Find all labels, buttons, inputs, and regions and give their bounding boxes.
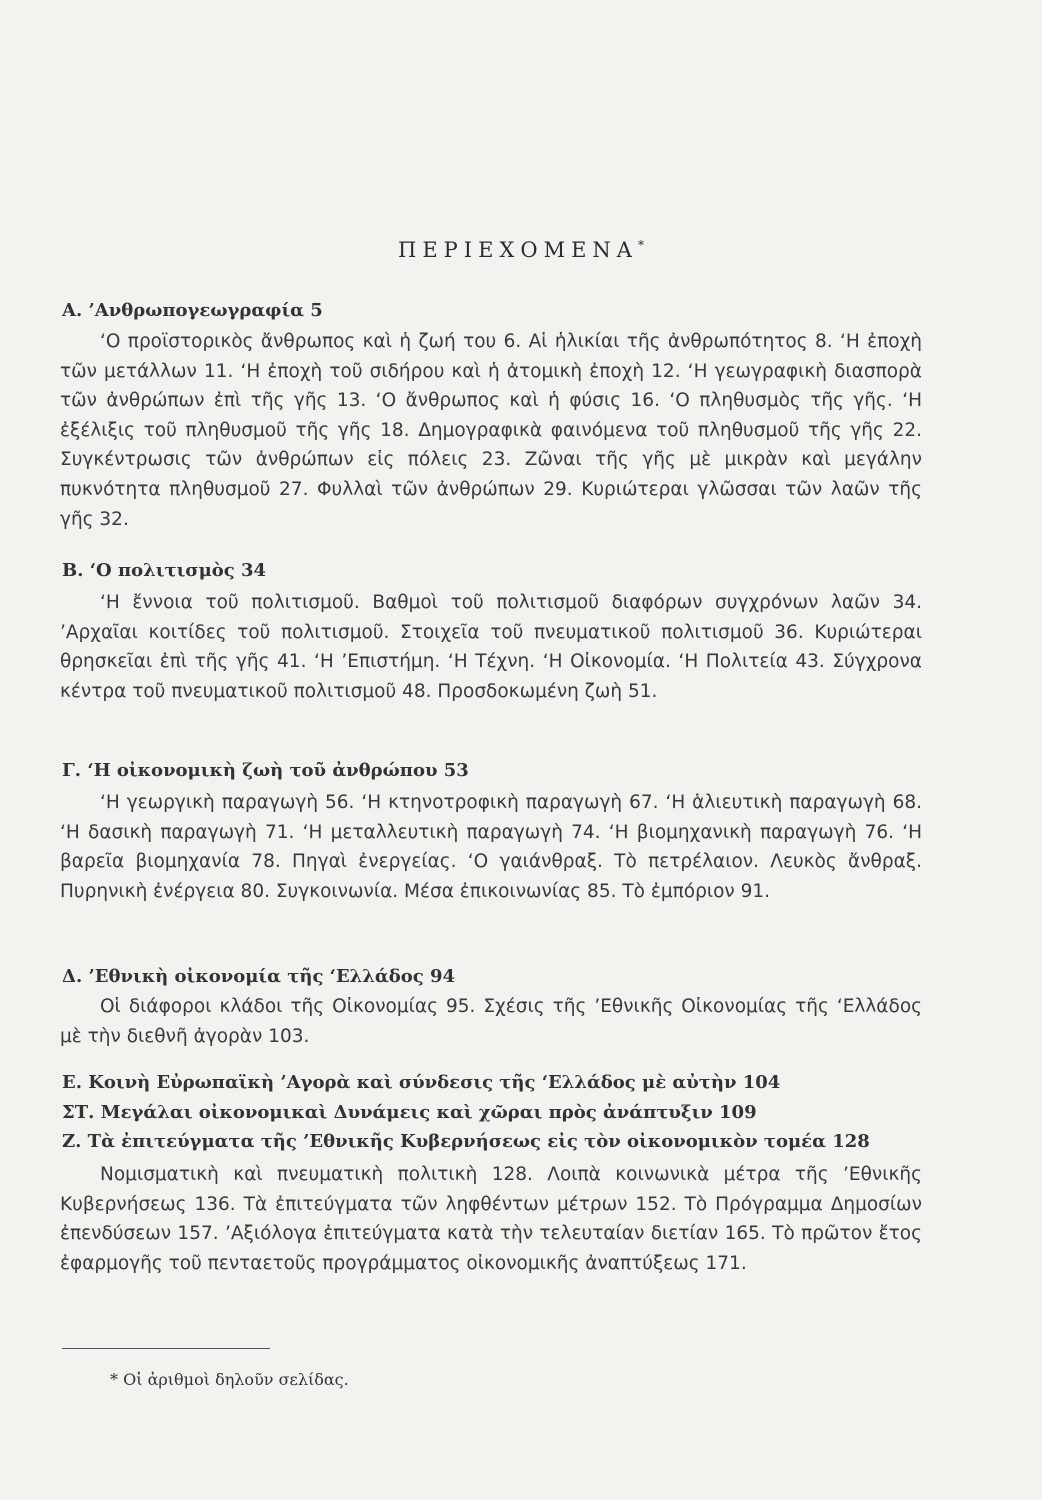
section-body-z: Νομισματικὴ καὶ πνευματικὴ πολιτικὴ 128. Λοιπὰ κοινωνικὰ μέτρα τῆς ’Εθνικῆς Κυβερνήσεως 136. Τὰ ἐπιτεύγματα τῶν ληφθέντων μέτρων 152. Τὸ Πρόγραμμα Δημοσίων ἐπενδύσεων 157. ’Αξιόλογα ἐπιτεύγματα κατὰ τὴν τελευταίαν διετίαν 165. Τὸ πρῶτον ἔτος ἐφαρμογῆς τοῦ πενταετοῦς προγράμματος οἰκονομικῆς ἀναπτύξεως 171. (60, 1164, 922, 1274)
section-body-c: ‘Η γεωργικὴ παραγωγὴ 56. ‘Η κτηνοτροφικὴ παραγωγὴ 67. ‘Η ἁλιευτικὴ παραγωγὴ 68. ‘Η δασικὴ παραγωγὴ 71. ‘Η μεταλλευτικὴ παραγωγὴ 74. ‘Η βιομηχανικὴ παραγωγὴ 76. ‘Η βαρεῖα βιομηχανία 78. Πηγαὶ ἐνεργείας. ‘Ο γαιάνθραξ. Τὸ πετρέλαιον. Λευκὸς ἄνθραξ. Πυρηνικὴ ἐνέργεια 80. Συγκοινωνία. Μέσα ἐπικοινωνίας 85. Τὸ ἐμπόριον 91. (60, 792, 922, 902)
section-heading-st: ΣΤ. Μεγάλαι οἰκονομικαὶ Δυνάμεις καὶ χῶραι πρὸς ἀνάπτυξιν 109 (62, 1102, 757, 1123)
section-heading-z: Ζ. Τὰ ἐπιτεύγματα τῆς ’Εθνικῆς Κυβερνήσεως εἰς τὸν οἰκονομικὸν τομέα 128 (62, 1131, 870, 1152)
section-heading-b: Β. ‘Ο πολιτισμὸς 34 (62, 560, 267, 581)
section-heading-d: Δ. ’Εθνικὴ οἰκονομία τῆς ‘Ελλάδος 94 (62, 966, 456, 987)
section-heading-c: Γ. ‘Η οἰκονομικὴ ζωὴ τοῦ ἀνθρώπου 53 (62, 760, 469, 781)
page-title: ΠΕΡΙΕΧΟΜΕΝΑ* (398, 238, 644, 262)
title-footnote-mark: * (637, 238, 644, 252)
section-body-a: ‘Ο προϊστορικὸς ἄνθρωπος καὶ ἡ ζωή του 6. Αἱ ἡλικίαι τῆς ἀνθρωπότητος 8. ‘Η ἐποχὴ τῶν μετάλλων 11. ‘Η ἐποχὴ τοῦ σιδήρου καὶ ἡ ἀτομικὴ ἐποχὴ 12. ‘Η γεωγραφικὴ διασπορὰ τῶν ἀνθρώπων ἐπὶ τῆς γῆς 13. ‘Ο ἄνθρωπος καὶ ἡ φύσις 16. ‘Ο πληθυσμὸς τῆς γῆς. ‘Η ἐξέλιξις τοῦ πληθυσμοῦ τῆς γῆς 18. Δημογραφικὰ φαινόμενα τοῦ πληθυσμοῦ τῆς γῆς 22. Συγκέντρωσις τῶν ἀνθρώπων εἰς πόλεις 23. Ζῶναι τῆς γῆς μὲ μικρὰν καὶ μεγάλην πυκνότητα πληθυσμοῦ 27. Φυλλαὶ τῶν ἀνθρώπων 29. Κυριώτεραι γλῶσσαι τῶν λαῶν τῆς γῆς 32. (60, 331, 922, 530)
footnote: * Οἱ ἀριθμοὶ δηλοῦν σελίδας. (110, 1370, 349, 1389)
section-body-b: ‘Η ἔννοια τοῦ πολιτισμοῦ. Βαθμοὶ τοῦ πολιτισμοῦ διαφόρων συγχρόνων λαῶν 34. ’Αρχαῖαι κοιτίδες τοῦ πολιτισμοῦ. Στοιχεῖα τοῦ πνευματικοῦ πολιτισμοῦ 36. Κυριώτεραι θρησκεῖαι ἐπὶ τῆς γῆς 41. ‘Η ’Επιστήμη. ‘Η Τέχνη. ‘Η Οἰκονομία. ‘Η Πολιτεία 43. Σύγχρονα κέντρα τοῦ πνευματικοῦ πολιτισμοῦ 48. Προσδοκωμένη ζωὴ 51. (60, 592, 922, 702)
section-heading-e: Ε. Κοινὴ Εὐρωπαϊκὴ ’Αγορὰ καὶ σύνδεσις τῆς ‘Ελλάδος μὲ αὐτὴν 104 (62, 1072, 781, 1093)
section-heading-a: Α. ’Ανθρωπογεωγραφία 5 (62, 300, 323, 321)
section-body-d: Οἱ διάφοροι κλάδοι τῆς Οἰκονομίας 95. Σχέσις τῆς ’Εθνικῆς Οἰκονομίας τῆς ‘Ελλάδος μὲ τὴν διεθνῆ ἀγορὰν 103. (60, 996, 922, 1047)
footnote-divider (62, 1348, 270, 1349)
